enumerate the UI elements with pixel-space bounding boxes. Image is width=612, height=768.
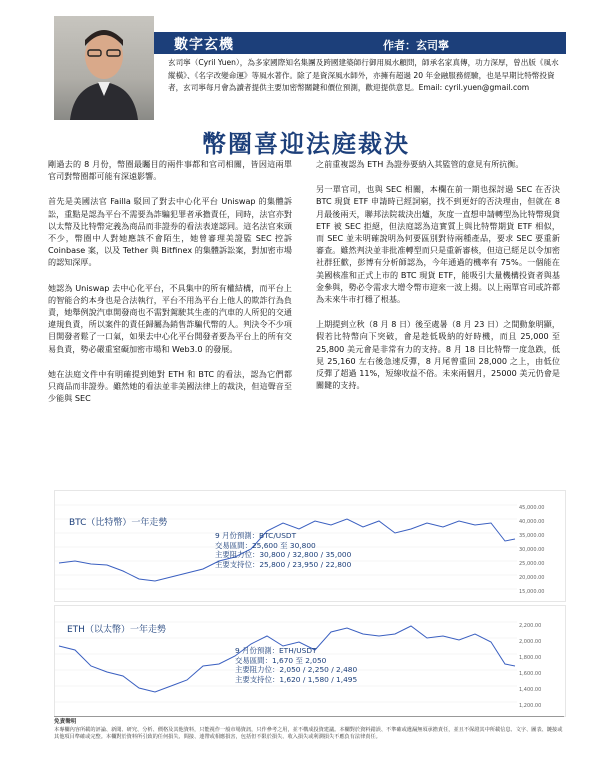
axis-tick: 2,200.00 bbox=[519, 623, 542, 629]
axis-tick: 40,000.00 bbox=[519, 519, 545, 525]
eth-chart bbox=[54, 605, 566, 717]
paragraph: 剛過去的 8 月份，幣圈最矚目的兩件事都和官司相關，皆因這兩單官司對幣圈都可能有深遠影響。 bbox=[48, 159, 292, 182]
forecast-support: 主要支持位：25,800 / 23,950 / 22,800 bbox=[215, 559, 352, 569]
eth-chart-title: ETH（以太幣）一年走勢 bbox=[67, 625, 166, 635]
article-column-left bbox=[48, 158, 292, 417]
btc-forecast bbox=[215, 531, 351, 569]
author-photo bbox=[54, 16, 154, 120]
btc-chart bbox=[54, 490, 566, 602]
forecast-resistance: 主要阻力位：2,050 / 2,250 / 2,480 bbox=[235, 665, 358, 675]
forecast-range: 交易區間：1,670 至 2,050 bbox=[235, 655, 327, 665]
forecast-resistance: 主要阻力位：30,800 / 32,800 / 35,000 bbox=[215, 550, 352, 560]
axis-tick: 35,000.00 bbox=[519, 533, 545, 539]
axis-tick: 1,400.00 bbox=[519, 687, 542, 693]
disclaimer bbox=[54, 716, 564, 742]
axis-tick: 25,000.00 bbox=[519, 561, 545, 567]
forecast-support: 主要支持位：1,620 / 1,580 / 1,495 bbox=[235, 674, 358, 684]
forecast-range: 交易區間：25,600 至 30,800 bbox=[215, 540, 316, 550]
paragraph: 首先是美國法官 Failla 駁回了對去中心化平台 Uniswap 的集體訴訟，重點是認為平台不需要為詐騙犯罪者承擔責任，同時，法官亦對以太幣及比特幣定義為商品而非證券的看法表達認同。這名法官來頭不少，幣圈中人對她應該不會陌生，她曾審理美證監 SEC 控訴 Coinbase 案，以及 Tether 與 Bitfinex 的集體訴訟案，對加密市場的認知深厚。 bbox=[48, 196, 292, 268]
axis-tick: 45,000.00 bbox=[519, 505, 545, 511]
axis-tick: 30,000.00 bbox=[519, 547, 545, 553]
axis-tick: 1,600.00 bbox=[519, 671, 542, 677]
axis-tick: 15,000.00 bbox=[519, 589, 545, 595]
paragraph: 她認為 Uniswap 去中心化平台，不具集中的所有權結構，而平台上的智能合約本身也是合法執行，平台不用為平台上他人的欺詐行為負責，她舉例說汽車開發商也不需對駕駛其生產的汽車的人所犯的交通違規負責，所以案件的責任歸屬為銷售詐騙代幣的人。判決令不少項目開發者鬆了一口氣，如果去中心化平台開發者要為平台上的所有交易負責，勢必嚴重窒礙加密市場和 Web3.0 的發展。 bbox=[48, 282, 292, 354]
disclaimer-title: 免責聲明 bbox=[54, 719, 77, 725]
paragraph: 她在法庭文件中有明確提到她對 ETH 和 BTC 的看法，認為它們都只商品而非證券。雖然她的看法並非美國法律上的裁決，但這聲音至少能與 SEC bbox=[48, 368, 292, 404]
paragraph: 上期提到立秋（8 月 8 日）後至處暑（8 月 23 日）之間動象明顯，假若比特幣向下突破，會是趁低吸納的好時機，而且 25,000 至 25,800 美元會是非常有力的支持。8 月 18 日比特幣一度急跌，低見 25,160 左右後急速反彈，8 月尾曾重回 28,000 之上，由低位反彈了超過 11%，短線收益不俗。未來兩個月，25000 美元仍會是關鍵的支持。 bbox=[316, 319, 560, 391]
btc-chart-title: BTC（比特幣）一年走勢 bbox=[69, 518, 168, 528]
forecast-title: 9 月份預測：BTC/USDT bbox=[215, 531, 297, 540]
article-headline: 幣圈喜迎法庭裁決 bbox=[202, 130, 410, 158]
author-byline: 作者：玄司寧 bbox=[383, 39, 449, 52]
eth-forecast bbox=[235, 646, 357, 684]
axis-tick: 2,000.00 bbox=[519, 639, 542, 645]
column-title: 數字玄機 bbox=[174, 37, 234, 53]
forecast-title: 9 月份預測：ETH/USDT bbox=[235, 646, 317, 655]
axis-tick: 20,000.00 bbox=[519, 575, 545, 581]
axis-tick: 1,800.00 bbox=[519, 655, 542, 661]
author-bio: 玄司寧（Cyril Yuen），為多家國際知名集團及跨國建築師行御用風水顧問，師承名家真傳，功力深厚，曾出版《風水縱橫》、《名字改變命運》等風水著作。除了是資深風水師外，亦擁有超過 20 年金融服務經驗，也是早期比特幣投資者，玄司寧每月會為讀者提供主要加密幣關鍵和價位預測，歡迎提供意見。Email: cyril.yuen@gmail.com bbox=[168, 58, 559, 93]
paragraph: 另一單官司，也與 SEC 相關，本欄在前一期也探討過 SEC 在否決 BTC 現貨 ETF 申請時已經詞窮，找不到更好的否決理由，但就在 8 月最後兩天，聯邦法院裁決出爐，灰度一直想申請轉型為比特幣現貨 ETF 被 SEC 拒絕，但法庭認為這實質上與比特幣期貨 ETF 相似，而 SEC 並未明確說明為何要區別對待兩種產品，要求 SEC 要重新審查。雖然判決並非批准轉型而只是重新審核，但這已經足以令加密社群狂歡，彭博有分析師認為，今年通過的機率有 75%。一個能在美國核准和正式上市的 BTC 現貨 ETF，能吸引大量機構投資者與基金參與，勢必令需求大增令幣市迎來一波上揚。以上兩單官司或許都為未來牛市打穩了根基。 bbox=[316, 184, 560, 305]
disclaimer-text: 本專欄內容所載的評論、新聞、研究、分析、價格及其他資料，只能視作一般市場資訊，只作參考之用，並不構成投資建議。本欄對於資料錯誤、不準確或遺漏無須承擔責任，並且不保證其中所載信息、文字、圖表、鏈接或其他項目準確或完整。本欄對於資料所引致的任何損失、間接、連帶或相應損害，包括但不限於損失、收入損失或利潤損失不應負有法律責任。 bbox=[54, 726, 563, 741]
article-column-right bbox=[316, 158, 560, 404]
paragraph: 之前重複認為 ETH 為證券要納入其監管的意見有所抗衡。 bbox=[316, 159, 524, 169]
axis-tick: 1,200.00 bbox=[519, 703, 542, 709]
